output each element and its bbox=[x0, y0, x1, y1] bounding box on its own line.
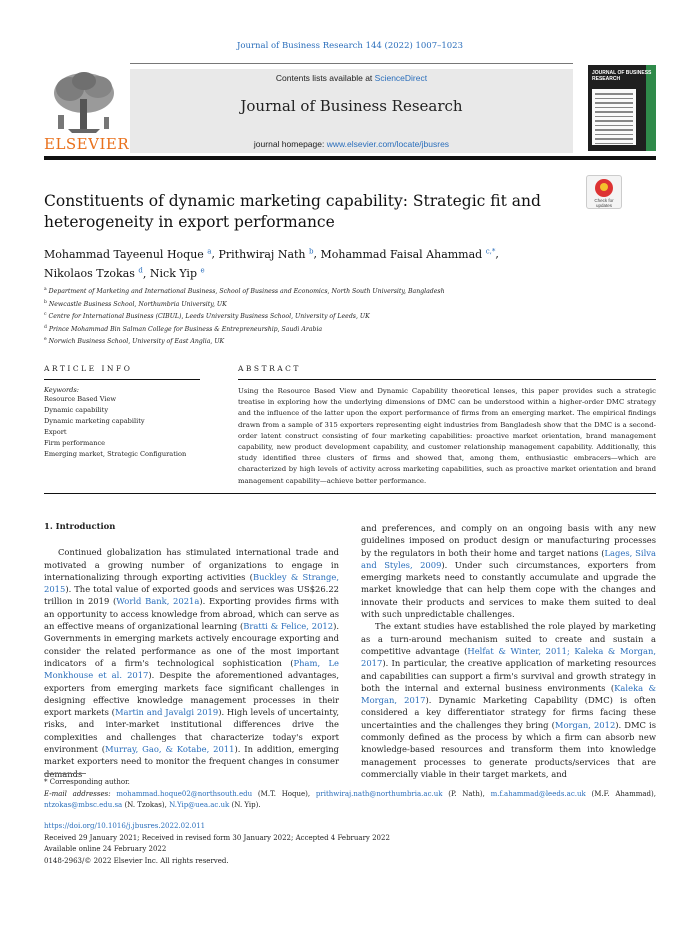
author-name: Nikolaos Tzokas bbox=[44, 267, 135, 281]
right-paragraphs bbox=[361, 522, 656, 780]
copyright-line: 0148-2963/© 2022 Elsevier Inc. All rights reserved. bbox=[44, 857, 229, 866]
affiliation-mark: a bbox=[44, 287, 47, 292]
elsevier-wordmark: ELSEVIER bbox=[44, 135, 130, 153]
journal-masthead bbox=[44, 63, 656, 153]
masthead-thick-rule bbox=[44, 156, 656, 160]
cover-text-lines bbox=[595, 93, 633, 147]
journal-cover-image[interactable] bbox=[588, 65, 656, 151]
affiliation-text: Department of Marketing and International Business, School of Business and Economics, North South University, Bangladesh bbox=[48, 288, 445, 296]
citation-link[interactable]: Bratti & Felice, 2012 bbox=[243, 621, 334, 632]
citation-link[interactable]: Helfat & Winter, 2011; Kaleka & Morgan, 2017 bbox=[361, 645, 657, 669]
corresponding-author-note: * Corresponding author. bbox=[44, 778, 130, 786]
paragraph-text: Continued globalization has stimulated international trade and motivated a growing number of organizations to engage in internationalizing through exporting activities ( bbox=[44, 547, 339, 582]
paragraph-text: ). In particular, the creative application of marketing resources and capabilities can support a firm's survival and growth strategy in both the internal and external business environments ( bbox=[361, 658, 656, 693]
author-list bbox=[44, 243, 604, 282]
paragraph-text: ). In addition, emerging market exporters need to monitor the frequent changes in consumer bbox=[44, 744, 339, 767]
citation-link[interactable]: World Bank, 2021a bbox=[116, 596, 200, 607]
abstract-bottom-rule bbox=[44, 493, 656, 494]
affiliation-text: Newcastle Business School, Northumbria University, UK bbox=[48, 300, 227, 308]
keyword-item: Resource Based View bbox=[44, 395, 116, 403]
homepage-prefix: journal homepage: bbox=[253, 139, 327, 149]
paragraph-text: The extant studies have established the role played by marketing as a turn-around mechanism suited to create and sustain a competitive advantage ( bbox=[361, 621, 656, 656]
contents-line bbox=[130, 73, 573, 83]
check-updates-label: Check for updates bbox=[594, 198, 614, 208]
footnote-rule bbox=[44, 773, 86, 774]
affiliation-mark: e bbox=[44, 337, 47, 343]
email-owner: (M.F. Ahammad), bbox=[585, 789, 656, 798]
author[interactable] bbox=[44, 267, 143, 280]
masthead-info-box bbox=[130, 69, 573, 153]
author-affiliation-mark[interactable]: e bbox=[200, 266, 205, 275]
masthead-rule bbox=[130, 63, 573, 64]
author-separator: , bbox=[495, 247, 499, 261]
article-info-panel bbox=[44, 364, 200, 460]
elsevier-logo[interactable] bbox=[44, 69, 130, 155]
author-affiliation-mark[interactable]: b bbox=[309, 247, 314, 255]
author[interactable] bbox=[44, 248, 211, 261]
email-owner: (N. Tzokas), bbox=[122, 801, 170, 809]
author-affiliation-mark[interactable]: d bbox=[138, 266, 143, 275]
journal-title: Journal of Business Research bbox=[240, 97, 463, 115]
available-online: Available online 24 February 2022 bbox=[44, 845, 167, 854]
email-link[interactable]: prithwiraj.nath@northumbria.ac.uk bbox=[315, 789, 443, 798]
affiliation-item bbox=[44, 335, 604, 348]
contents-prefix: Contents lists available at bbox=[275, 73, 375, 83]
author-separator: , bbox=[211, 247, 219, 261]
affiliation-text: Norwich Business School, University of East Anglia, UK bbox=[48, 338, 225, 346]
email-owner: (N. Yip). bbox=[229, 801, 261, 809]
citation-link[interactable]: Martin and Javalgi 2019 bbox=[114, 707, 219, 718]
paragraph-text: ). Under such circumstances, exporters from emerging markets need to constantly accumulate and upgrade the market knowledge that can help them cope with the changes and innovate their products and services to make them suited to deal with such unpredictable challenges. bbox=[361, 559, 656, 620]
received-dates: Received 29 January 2021; Received in revised form 30 January 2022; Accepted 4 February 2022 bbox=[44, 833, 390, 842]
sciencedirect-link[interactable]: ScienceDirect bbox=[374, 73, 428, 83]
email-link[interactable]: m.f.ahammad@leeds.ac.uk bbox=[490, 789, 586, 798]
article-metadata bbox=[44, 821, 656, 868]
author-affiliation-mark[interactable]: a bbox=[207, 247, 212, 255]
email-owner: (M.T. Hoque), bbox=[252, 789, 316, 798]
section-title-introduction: 1. Introduction bbox=[44, 521, 116, 531]
affiliation-item bbox=[44, 310, 604, 323]
email-addresses bbox=[44, 789, 656, 812]
homepage-line bbox=[130, 139, 573, 149]
journal-citation[interactable]: Journal of Business Research 144 (2022) 1007–1023 bbox=[236, 41, 464, 51]
email-link[interactable]: ntzokas@mbsc.edu.sa bbox=[44, 801, 123, 809]
affiliation-item bbox=[44, 298, 604, 311]
body-paragraph bbox=[361, 522, 656, 620]
keyword-item: Firm performance bbox=[44, 439, 106, 447]
author-name: Mohammad Faisal Ahammad bbox=[320, 247, 483, 261]
affiliation-mark: c bbox=[44, 312, 47, 318]
author[interactable] bbox=[321, 248, 496, 261]
keyword-item: Dynamic capability bbox=[44, 406, 109, 414]
paragraph-text: ). Despite the aforementioned advantages, exporters from emerging markets face significant challenges in designing effective knowledge management processes in their export markets ( bbox=[44, 670, 339, 718]
paragraph-text: ). The total value of exported goods and services was US$26.22 trillion in 2019 ( bbox=[44, 584, 339, 607]
abstract-heading: ABSTRACT bbox=[238, 364, 656, 380]
affiliation-mark: b bbox=[44, 299, 47, 305]
abstract-text: Using the Resource Based View and Dynamic Capability theoretical lenses, this paper provides such a strategic treatise in exploring how the underlying dimensions of DMC can be understood within a higher-order DMC strategy and the influence of the latter upon the export performance of firms from an emerging market. The empirical findings drawn from a sample of 315 exporters representing eight industries from Bangladesh show that the DMC is a second-order latent construct consisting of four marketing capabilities: proactive market orientation, brand management capability, new product development capability, and customer relationship management capability. Additionally, this study identified three clusters of firms and showed that, among them, enthusiastic embracers—which are characterized by high levels of activity across marketing capabilities, such as proactive market orientation and brand management capability—achieve better performance. bbox=[238, 387, 656, 485]
article-info-heading: ARTICLE INFO bbox=[44, 364, 200, 380]
left-paragraphs bbox=[44, 546, 339, 780]
footnotes bbox=[44, 777, 656, 812]
paragraph-text: ). High levels of uncertainty, risks, and inter-market institutional differences drive the complexities and challenges that characterize today's export environment ( bbox=[44, 707, 339, 755]
paragraph-text: ). Exporting provides firms with an opportunity to access knowledge from abroad, which can serve as an effective means of organizational learning ( bbox=[44, 596, 339, 632]
affiliation-list bbox=[44, 285, 604, 348]
affiliation-text: Prince Mohammad Bin Salman College for Business & Entrepreneurship, Saudi Arabia bbox=[48, 325, 323, 333]
author-name: Mohammad Tayeenul Hoque bbox=[44, 247, 204, 261]
author-affiliation-mark[interactable]: c,* bbox=[485, 247, 496, 255]
paragraph-text: ). Dynamic Marketing Capability (DMC) is often considered a key differentiator strategy for firms facing these uncertainties and the challenges they bring ( bbox=[361, 695, 656, 730]
body-paragraph bbox=[44, 546, 339, 780]
paragraph-text: ). Governments in emerging markets actively encourage exporting and consider the related performance as one of the most important indicators of a firm's technological sophistication ( bbox=[44, 621, 339, 668]
author-separator: , bbox=[142, 267, 150, 281]
check-updates-icon bbox=[595, 179, 613, 197]
email-owner: (P. Nath), bbox=[442, 789, 491, 798]
article-title: Constituents of dynamic marketing capability: Strategic fit and heterogeneity in export performance bbox=[44, 192, 541, 231]
journal-homepage-link[interactable]: www.elsevier.com/locate/jbusres bbox=[326, 139, 450, 149]
citation-link[interactable]: Kaleka & Morgan, 2017 bbox=[361, 682, 656, 706]
cover-title: JOURNAL OF BUSINESS RESEARCH bbox=[592, 70, 652, 82]
keyword-item: Dynamic marketing capability bbox=[44, 417, 145, 425]
keyword-item: Emerging market, Strategic Configuration bbox=[44, 450, 187, 458]
keyword-item: Export bbox=[44, 428, 67, 436]
citation-link[interactable]: Lages, Silva and Styles, 2009 bbox=[361, 547, 656, 570]
elsevier-tree-icon bbox=[48, 69, 120, 135]
citation-link[interactable]: Murray, Gao, & Kotabe, 2011 bbox=[105, 744, 235, 755]
author-name: Nick Yip bbox=[149, 267, 197, 281]
abstract-panel bbox=[238, 364, 656, 487]
email-link[interactable]: N.Yip@uea.ac.uk bbox=[169, 801, 230, 809]
paragraph-text: and preferences, and comply on an ongoing basis with any new guidelines imposed on product design or manufacturing processes by the regulators in both their home and target nations ( bbox=[361, 523, 656, 558]
body-column-left bbox=[44, 520, 339, 780]
author-separator: , bbox=[313, 247, 321, 261]
author[interactable] bbox=[150, 267, 205, 280]
author-name: Prithwiraj Nath bbox=[218, 247, 306, 261]
affiliation-item bbox=[44, 285, 604, 298]
body-column-right bbox=[361, 522, 656, 780]
email-label: E-mail addresses: bbox=[44, 789, 111, 798]
doi-link[interactable]: https://doi.org/10.1016/j.jbusres.2022.02.011 bbox=[44, 822, 206, 830]
affiliation-mark: d bbox=[44, 324, 47, 330]
paragraph-text: ). DMC is commonly defined as the process by which a firm can absorb new knowledge-based resources and transform them into knowledge management processes to generate products/services that are commercially viable in their target markets, and bbox=[361, 719, 656, 779]
author[interactable] bbox=[218, 248, 313, 261]
affiliation-text: Centre for International Business (CIBUL), Leeds University Business School, University of Leeds, UK bbox=[48, 313, 370, 321]
citation-link[interactable]: Buckley & Strange, 2015 bbox=[44, 571, 340, 595]
citation-link[interactable]: Pham, Le Monkhouse et al. 2017 bbox=[44, 657, 339, 681]
check-for-updates-button[interactable] bbox=[586, 175, 622, 209]
body-paragraph bbox=[361, 620, 656, 780]
keywords-label: Keywords: bbox=[44, 386, 79, 394]
email-link[interactable]: mohammad.hoque02@northsouth.edu bbox=[116, 789, 253, 798]
citation-link[interactable]: Morgan, 2012 bbox=[554, 719, 616, 730]
affiliation-item bbox=[44, 323, 604, 336]
